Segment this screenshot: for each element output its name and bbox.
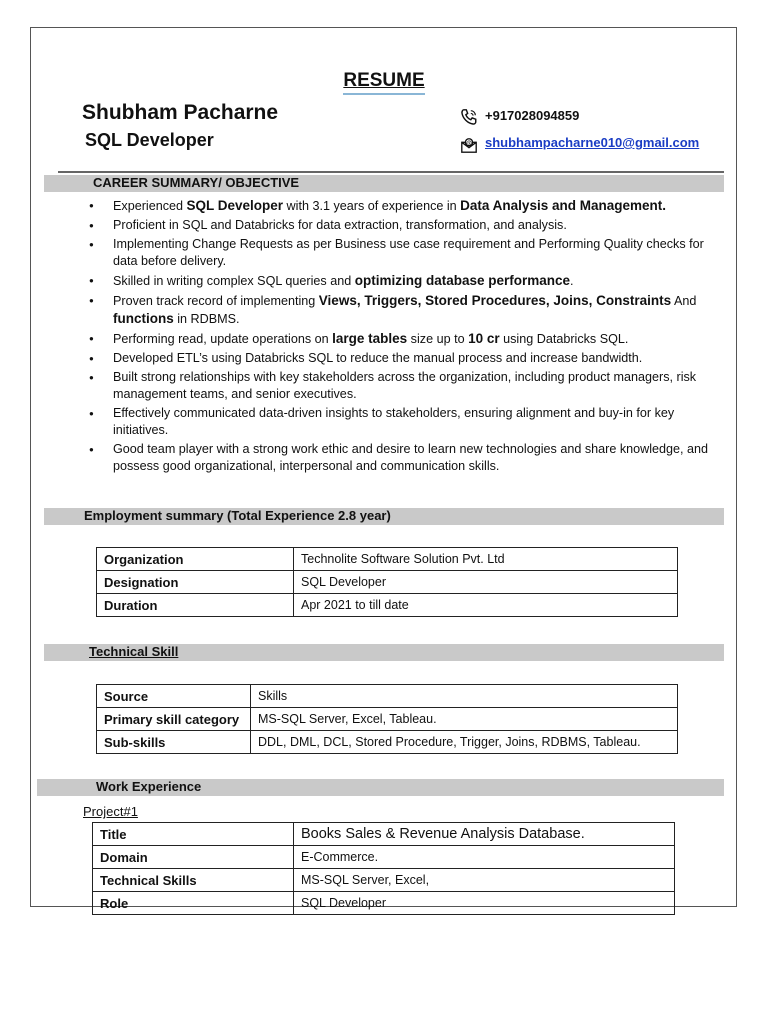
phone-icon — [460, 108, 478, 126]
row-value: Skills — [251, 685, 678, 708]
career-bullet-item: ● Developed ETL’s using Databricks SQL to reduce the manual process and increase bandwidth. — [113, 350, 725, 367]
row-value: E-Commerce. — [294, 846, 675, 869]
project-label: Project#1 — [83, 804, 138, 819]
candidate-name: Shubham Pacharne — [82, 101, 279, 124]
career-bullet-item: ● Experienced SQL Developer with 3.1 years of experience in Data Analysis and Management. — [113, 197, 725, 215]
technical-row — [97, 708, 678, 731]
employment-row — [97, 571, 678, 594]
row-label: Technical Skills — [93, 869, 294, 892]
row-label: Duration — [97, 594, 294, 617]
email-link[interactable]: shubhampacharne010@gmail.com — [485, 135, 700, 150]
row-label: Organization — [97, 548, 294, 571]
row-value: Technolite Software Solution Pvt. Ltd — [294, 548, 678, 571]
career-bullet-item: ● Effectively communicated data-driven insights to stakeholders, ensuring alignment and buy-in for key initiatives. — [113, 405, 725, 439]
row-value: DDL, DML, DCL, Stored Procedure, Trigger, Joins, RDBMS, Tableau. — [251, 731, 678, 754]
candidate-role: SQL Developer — [85, 130, 214, 150]
row-value: Apr 2021 to till date — [294, 594, 678, 617]
row-label: Role — [93, 892, 294, 915]
career-bullet-item: ● Proven track record of implementing Views, Triggers, Stored Procedures, Joins, Constraints And functions in RDBMS. — [113, 292, 725, 328]
project-row — [93, 846, 675, 869]
row-label: Title — [93, 823, 294, 846]
employment-table — [96, 547, 678, 617]
email-icon — [460, 136, 478, 154]
row-label: Source — [97, 685, 251, 708]
technical-row — [97, 685, 678, 708]
row-label: Designation — [97, 571, 294, 594]
project-table — [92, 822, 675, 915]
career-section-title: CAREER SUMMARY/ OBJECTIVE — [93, 175, 300, 190]
row-value: SQL Developer — [294, 892, 675, 915]
employment-section-title: Employment summary (Total Experience 2.8 year) — [84, 508, 391, 523]
career-bullet-item: ● Good team player with a strong work ethic and desire to learn new technologies and share knowledge, and possess good organizational, interpersonal and communication skills. — [113, 441, 725, 475]
row-label: Primary skill category — [97, 708, 251, 731]
row-value: MS-SQL Server, Excel, — [294, 869, 675, 892]
header-divider — [58, 171, 724, 173]
row-value: Books Sales & Revenue Analysis Database. — [294, 823, 675, 846]
row-value: MS-SQL Server, Excel, Tableau. — [251, 708, 678, 731]
title-underline-accent — [343, 93, 425, 95]
project-row — [93, 823, 675, 846]
project-row — [93, 869, 675, 892]
employment-row — [97, 548, 678, 571]
row-value: SQL Developer — [294, 571, 678, 594]
career-bullet-list — [113, 197, 725, 477]
career-bullet-item: ● Built strong relationships with key stakeholders across the organization, including product managers, risk management teams, and senior executives. — [113, 369, 725, 403]
technical-section-title: Technical Skill — [89, 644, 179, 659]
svg-text:@: @ — [466, 140, 472, 147]
career-bullet-item: ● Implementing Change Requests as per Business use case requirement and Performing Quality checks for data before delivery. — [113, 236, 725, 270]
career-bullet-item: ● Performing read, update operations on large tables size up to 10 cr using Databricks SQL. — [113, 330, 725, 348]
project-row — [93, 892, 675, 915]
technical-skill-table — [96, 684, 678, 754]
resume-title: RESUME — [343, 70, 425, 91]
work-section-title: Work Experience — [96, 779, 202, 794]
row-label: Sub-skills — [97, 731, 251, 754]
career-bullet-item: ● Proficient in SQL and Databricks for data extraction, transformation, and analysis. — [113, 217, 725, 234]
row-label: Domain — [93, 846, 294, 869]
employment-row — [97, 594, 678, 617]
career-bullet-item: ● Skilled in writing complex SQL queries and optimizing database performance. — [113, 272, 725, 290]
technical-row — [97, 731, 678, 754]
phone-number: +917028094859 — [485, 108, 580, 123]
